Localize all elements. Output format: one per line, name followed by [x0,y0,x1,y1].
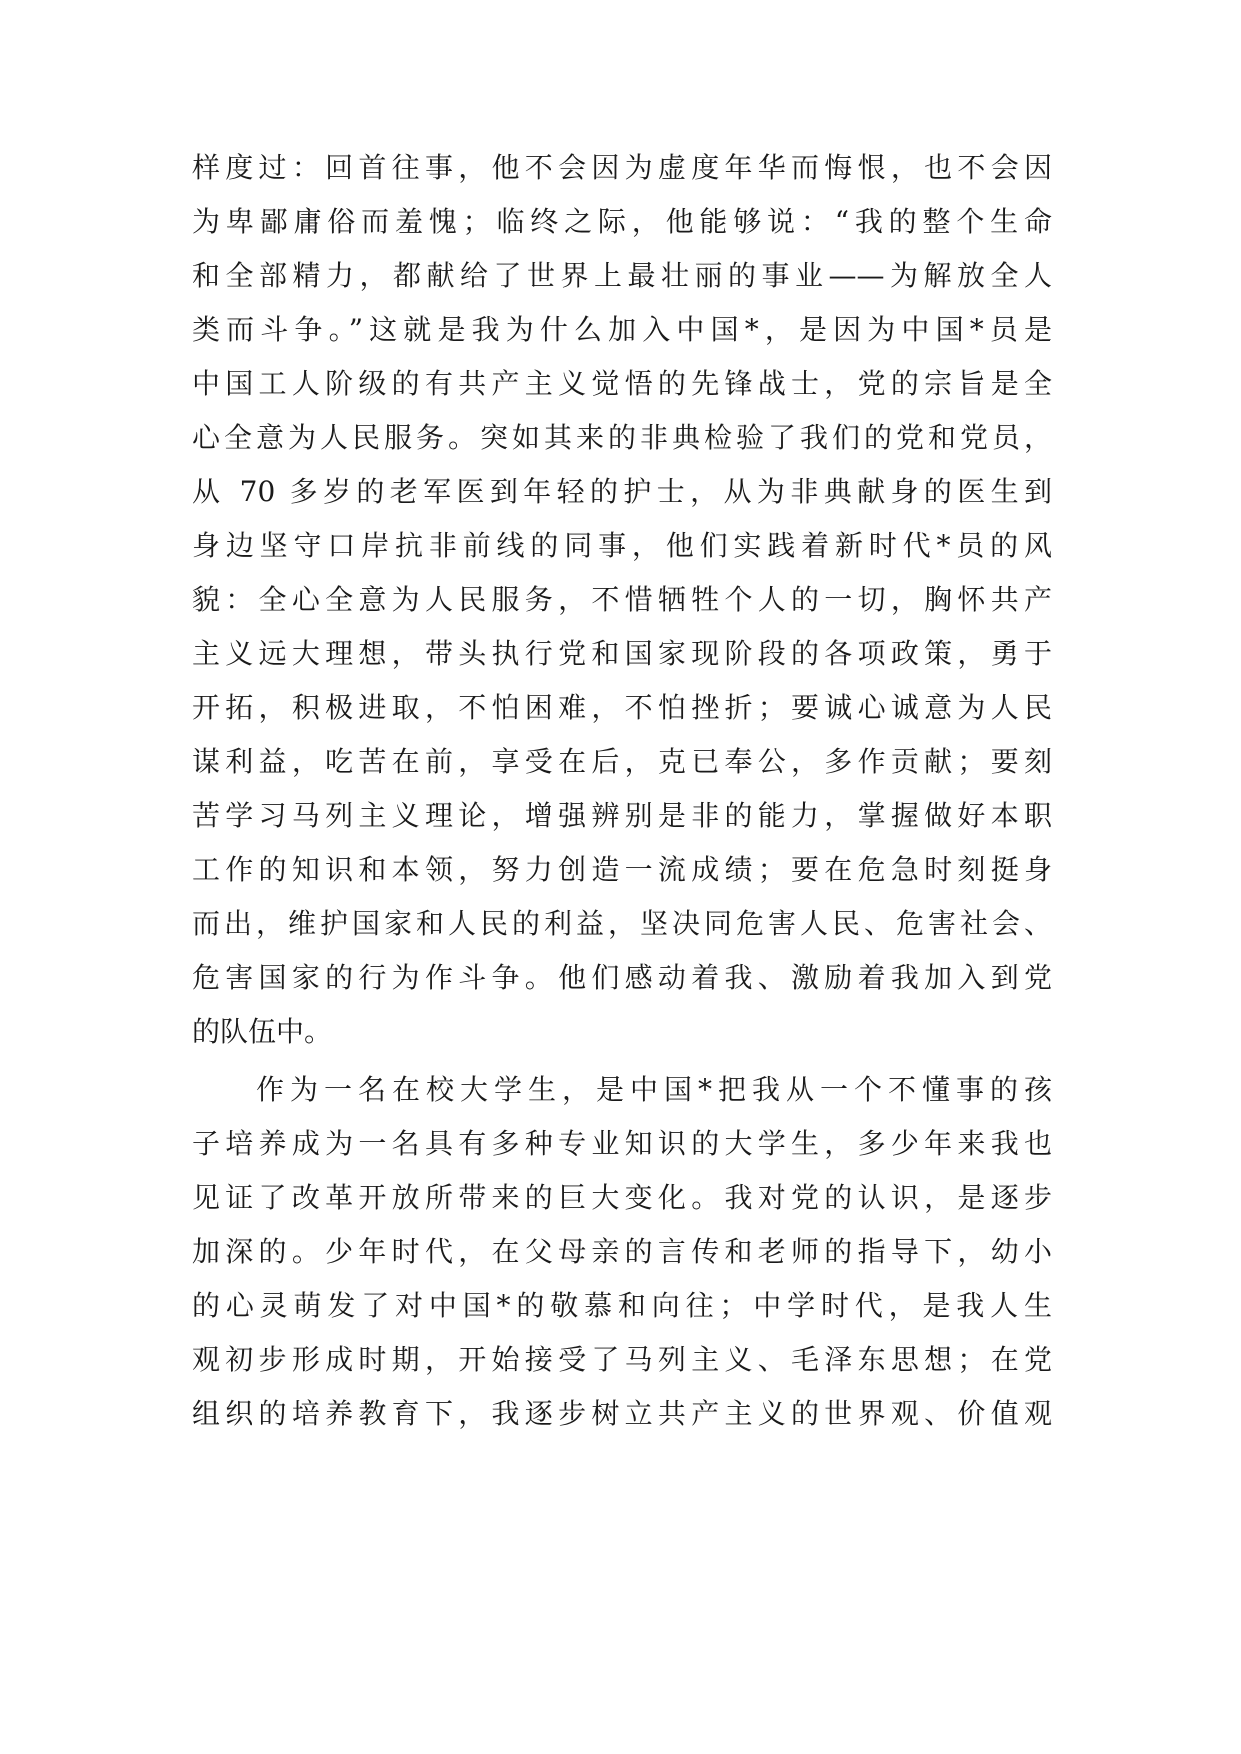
text-line: 类而斗争。”这就是我为什么加入中国*，是因为中国*员是 [192,313,1052,346]
text-line: 身边坚守口岸抗非前线的同事，他们实践着新时代*员的风 [192,529,1052,562]
text-line: 开拓，积极进取，不怕困难，不怕挫折；要诚心诚意为人民 [192,691,1052,724]
text-line: 从 70 多岁的老军医到年轻的护士，从为非典献身的医生到 [192,475,1052,508]
text-line: 谋利益，吃苦在前，享受在后，克已奉公，多作贡献；要刻 [192,745,1052,778]
text-line: 工作的知识和本领，努力创造一流成绩；要在危急时刻挺身 [192,853,1052,886]
text-line: 心全意为人民服务。突如其来的非典检验了我们的党和党员， [192,421,1052,454]
text-line: 组织的培养教育下，我逐步树立共产主义的世界观、价值观 [192,1397,1052,1430]
text-line: 加深的。少年时代，在父母亲的言传和老师的指导下，幼小 [192,1235,1052,1268]
text-line: 的队伍中。 [192,1015,333,1048]
text-line: 貌：全心全意为人民服务，不惜牺牲个人的一切，胸怀共产 [192,583,1052,616]
text-line: 主义远大理想，带头执行党和国家现阶段的各项政策，勇于 [192,637,1052,670]
text-line: 而出，维护国家和人民的利益，坚决同危害人民、危害社会、 [192,907,1052,940]
text-line: 样度过：回首往事，他不会因为虚度年华而悔恨，也不会因 [192,151,1052,184]
text-line: 作为一名在校大学生，是中国*把我从一个不懂事的孩 [256,1073,1052,1106]
text-line: 危害国家的行为作斗争。他们感动着我、激励着我加入到党 [192,961,1052,994]
text-line: 和全部精力，都献给了世界上最壮丽的事业——为解放全人 [192,259,1052,292]
text-line: 苦学习马列主义理论，增强辨别是非的能力，掌握做好本职 [192,799,1052,832]
text-line: 见证了改革开放所带来的巨大变化。我对党的认识，是逐步 [192,1181,1052,1214]
text-line: 中国工人阶级的有共产主义觉悟的先锋战士，党的宗旨是全 [192,367,1052,400]
text-line: 为卑鄙庸俗而羞愧；临终之际，他能够说：“我的整个生命 [192,205,1052,238]
text-line: 的心灵萌发了对中国*的敬慕和向往；中学时代，是我人生 [192,1289,1052,1322]
text-line: 观初步形成时期，开始接受了马列主义、毛泽东思想；在党 [192,1343,1052,1376]
text-line: 子培养成为一名具有多种专业知识的大学生，多少年来我也 [192,1127,1052,1160]
